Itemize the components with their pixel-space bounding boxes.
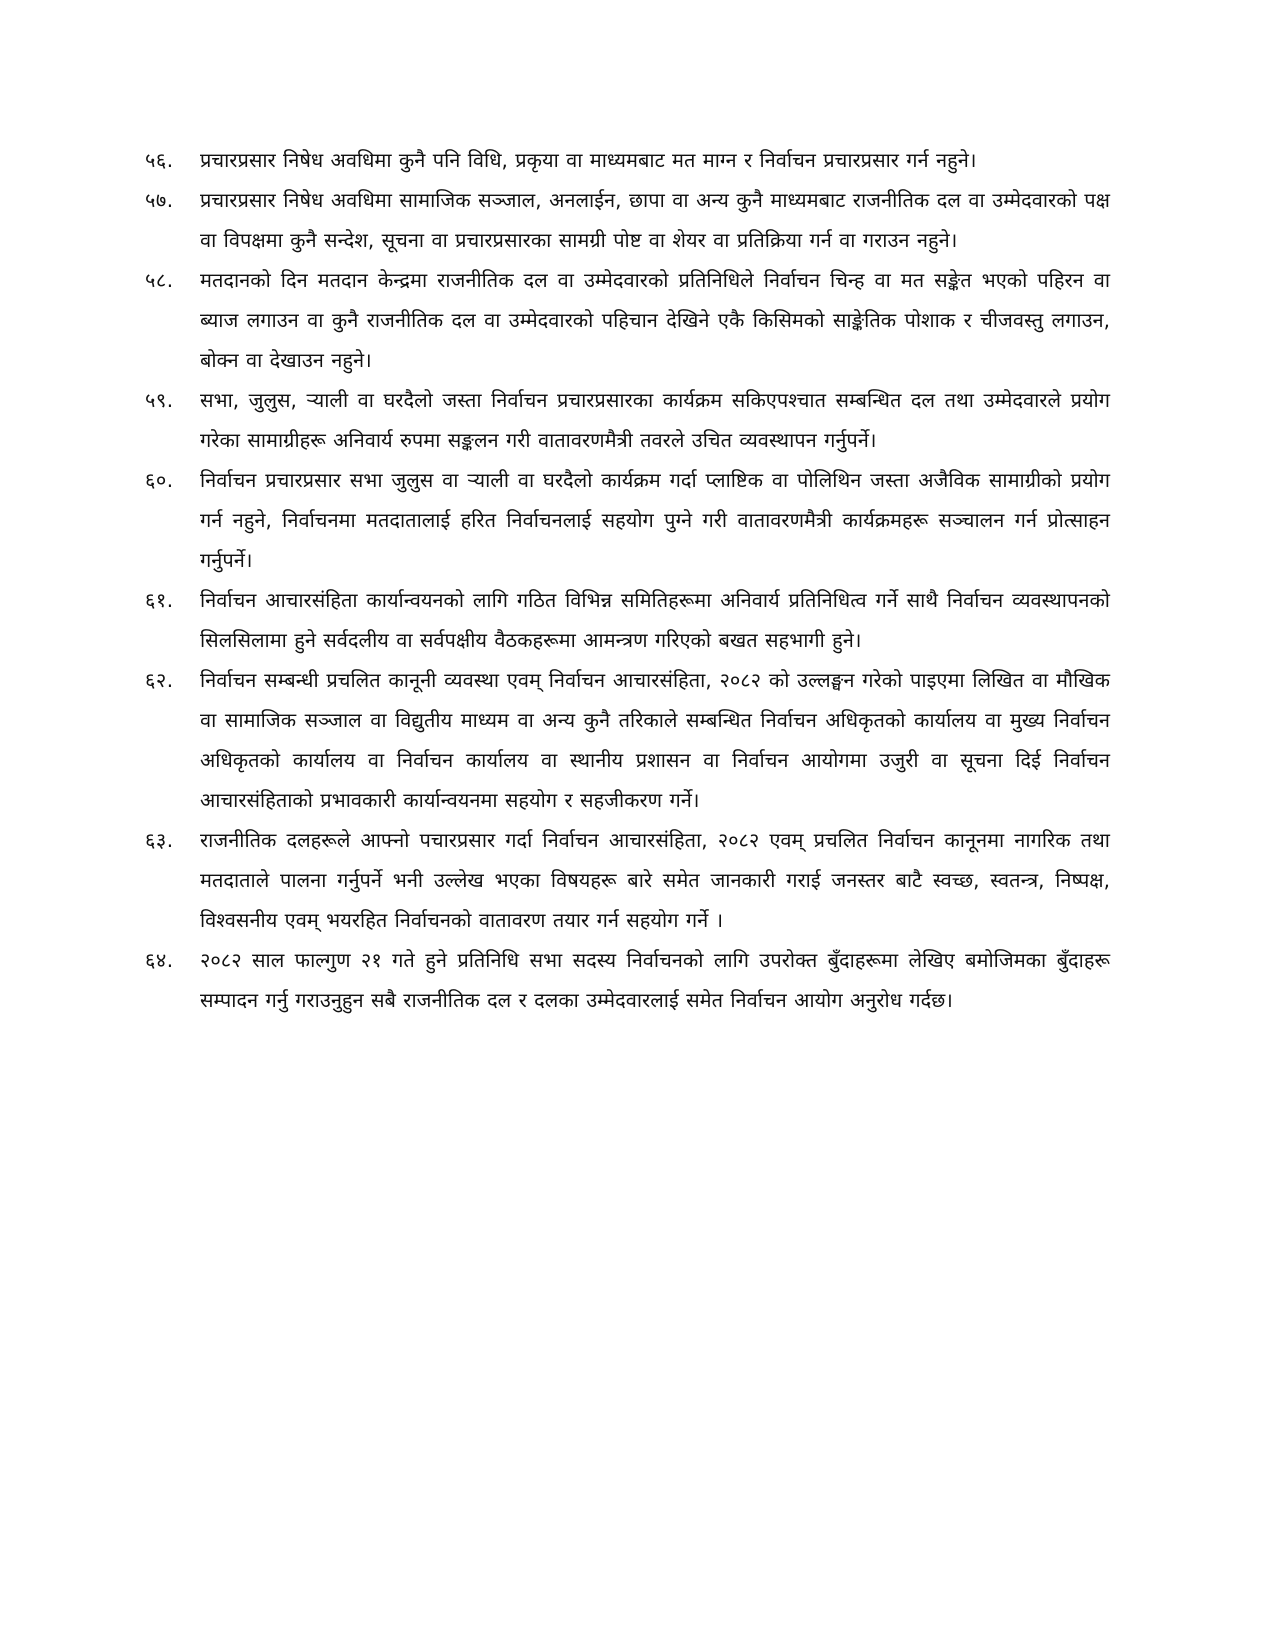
clause-59 <box>145 380 1110 460</box>
clause-text: निर्वाचन प्रचारप्रसार सभा जुलुस वा र्‍याली वा घरदैलो कार्यक्रम गर्दा प्लाष्टिक वा पोलिथिन जस्ता अजैविक सामाग्रीको प्रयोग गर्न नहुने, निर्वाचनमा मतदातालाई हरित निर्वाचनलाई सहयोग पुग्ने गरी वातावरणमैत्री कार्यक्रमहरू सञ्चालन गर्न प्रोत्साहन गर्नुपर्ने। <box>200 468 1110 572</box>
clause-62 <box>145 660 1110 820</box>
clause-number: ५८. <box>145 268 174 292</box>
clause-text: सभा, जुलुस, र्‍याली वा घरदैलो जस्ता निर्वाचन प्रचारप्रसारका कार्यक्रम सकिएपश्चात सम्बन्धित दल तथा उम्मेदवारले प्रयोग गरेका सामाग्रीहरू अनिवार्य रुपमा सङ्कलन गरी वातावरणमैत्री तवरले उचित व्यवस्थापन गर्नुपर्ने। <box>200 388 1110 452</box>
clause-text: प्रचारप्रसार निषेध अवधिमा कुनै पनि विधि, प्रकृया वा माध्यमबाट मत माग्न र निर्वाचन प्रचारप्रसार गर्न नहुने। <box>200 148 977 172</box>
clause-number: ५६. <box>145 148 174 172</box>
clause-text: मतदानको दिन मतदान केन्द्रमा राजनीतिक दल वा उम्मेदवारको प्रतिनिधिले निर्वाचन चिन्ह वा मत सङ्केत भएको पहिरन वा ब्याज लगाउन वा कुनै राजनीतिक दल वा उम्मेदवारको पहिचान देखिने एकै किसिमको साङ्केतिक पोशाक र चीजवस्तु लगाउन, बोक्न वा देखाउन नहुने। <box>200 268 1110 372</box>
clause-number: ६२. <box>145 668 174 692</box>
clause-64 <box>145 940 1110 1020</box>
clause-text: निर्वाचन सम्बन्धी प्रचलित कानूनी व्यवस्था एवम् निर्वाचन आचारसंहिता, २०८२ को उल्लङ्घन गरेको पाइएमा लिखित वा मौखिक वा सामाजिक सञ्जाल वा विद्युतीय माध्यम वा अन्य कुनै तरिकाले सम्बन्धित निर्वाचन अधिकृतको कार्यालय वा मुख्य निर्वाचन अधिकृतको कार्यालय वा निर्वाचन कार्यालय वा स्थानीय प्रशासन वा निर्वाचन आयोगमा उजुरी वा सूचना दिई निर्वाचन आचारसंहिताको प्रभावकारी कार्यान्वयनमा सहयोग र सहजीकरण गर्ने। <box>200 668 1110 812</box>
clause-57 <box>145 180 1110 260</box>
clause-text: राजनीतिक दलहरूले आफ्नो पचारप्रसार गर्दा निर्वाचन आचारसंहिता, २०८२ एवम् प्रचलित निर्वाचन कानूनमा नागरिक तथा मतदाताले पालना गर्नुपर्ने भनी उल्लेख भएका विषयहरू बारे समेत जानकारी गराई जनस्तर बाटै स्वच्छ, स्वतन्त्र, निष्पक्ष, विश्वसनीय एवम् भयरहित निर्वाचनको वातावरण तयार गर्न सहयोग गर्ने । <box>200 828 1110 932</box>
clause-text: २०८२ साल फाल्गुण २१ गते हुने प्रतिनिधि सभा सदस्य निर्वाचनको लागि उपरोक्त बुँदाहरूमा लेखिए बमोजिमका बुँदाहरू सम्पादन गर्नु गराउनुहुन सबै राजनीतिक दल र दलका उम्मेदवारलाई समेत निर्वाचन आयोग अनुरोध गर्दछ। <box>200 948 1110 1012</box>
clause-60 <box>145 460 1110 580</box>
clause-61 <box>145 580 1110 660</box>
clause-56 <box>145 140 1110 180</box>
clause-number: ६१. <box>145 588 174 612</box>
clause-number: ५९. <box>145 388 174 412</box>
clause-number: ६४. <box>145 948 174 972</box>
clause-58 <box>145 260 1110 380</box>
clause-number: ६३. <box>145 828 174 852</box>
clause-number: ५७. <box>145 188 174 212</box>
clause-text: निर्वाचन आचारसंहिता कार्यान्वयनको लागि गठित विभिन्न समितिहरूमा अनिवार्य प्रतिनिधित्व गर्ने साथै निर्वाचन व्यवस्थापनको सिलसिलामा हुने सर्वदलीय वा सर्वपक्षीय वैठकहरूमा आमन्त्रण गरिएको बखत सहभागी हुने। <box>200 588 1110 652</box>
clause-number: ६०. <box>145 468 174 492</box>
clause-63 <box>145 820 1110 940</box>
document-page <box>145 140 1110 1020</box>
clause-text: प्रचारप्रसार निषेध अवधिमा सामाजिक सञ्जाल, अनलाईन, छापा वा अन्य कुनै माध्यमबाट राजनीतिक दल वा उम्मेदवारको पक्ष वा विपक्षमा कुनै सन्देश, सूचना वा प्रचारप्रसारका सामग्री पोष्ट वा शेयर वा प्रतिक्रिया गर्न वा गराउन नहुने। <box>200 188 1110 252</box>
